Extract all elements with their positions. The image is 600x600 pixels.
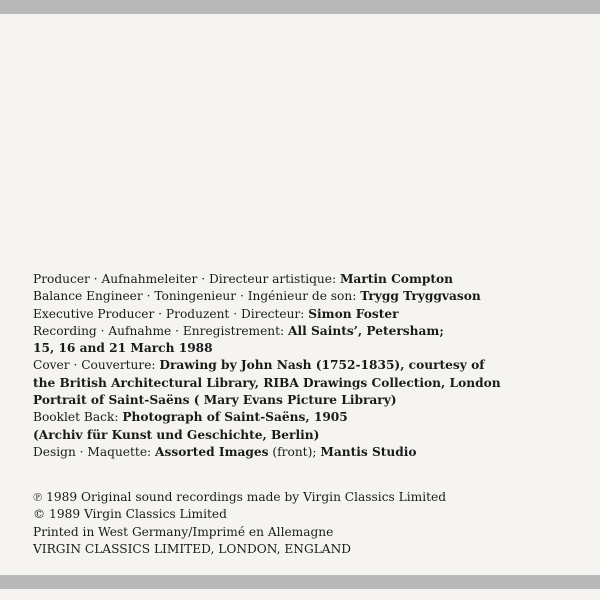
bottom-gray-band (0, 575, 600, 589)
booklet-label: Booklet Back: (33, 410, 123, 425)
design-line (33, 444, 573, 461)
design-middle: (front); (268, 444, 321, 459)
recording-label: Recording · Aufnahme · Enregistrement: (33, 323, 289, 338)
top-gray-band (0, 0, 600, 14)
executive-producer-name: Simon Foster (308, 306, 399, 321)
recording-dates: 15, 16 and 21 March 1988 (33, 341, 213, 356)
cover-line (33, 357, 573, 374)
balance-engineer-name: Trygg Tryggvason (360, 289, 481, 304)
cover-value-3: Portrait of Saint-Saëns ( Mary Evans Picture Library) (33, 393, 397, 408)
producer-name: Martin Compton (339, 272, 453, 286)
balance-engineer-line (33, 288, 573, 305)
credits-block (33, 271, 573, 461)
producer-line (33, 271, 573, 288)
booklet-line (33, 409, 573, 426)
company-address: VIRGIN CLASSICS LIMITED, LONDON, ENGLAND (33, 541, 352, 556)
cover-label: Cover · Couverture: (33, 358, 160, 373)
recording-venue: All Saints’, Petersham; (288, 323, 444, 338)
producer-label: Producer · Aufnahmeleiter · Directeur artistique: (33, 272, 340, 286)
phonographic-copyright: ℗ 1989 Original sound recordings made by Virgin Classics Limited (33, 490, 447, 504)
cover-value-1: Drawing by John Nash (1752-1835), courtesy of (159, 358, 485, 373)
balance-engineer-label: Balance Engineer · Toningenieur · Ingénieur de son: (33, 289, 361, 304)
booklet-value-2: (Archiv für Kunst und Geschichte, Berlin) (33, 427, 320, 442)
copyright-block (33, 489, 573, 558)
booklet-value-1: Photograph of Saint-Saëns, 1905 (122, 410, 348, 425)
executive-producer-line (33, 306, 573, 323)
design-label: Design · Maquette: (33, 444, 156, 459)
cover-value-2: the British Architectural Library, RIBA Drawings Collection, London (33, 375, 501, 390)
design-value-2: Mantis Studio (320, 444, 417, 459)
design-value-1: Assorted Images (155, 444, 269, 459)
printed-in: Printed in West Germany/Imprimé en Allemagne (33, 524, 334, 539)
recording-line (33, 323, 573, 340)
executive-producer-label: Executive Producer · Produzent · Directeur: (33, 306, 309, 321)
copyright-notice: © 1989 Virgin Classics Limited (33, 507, 227, 522)
